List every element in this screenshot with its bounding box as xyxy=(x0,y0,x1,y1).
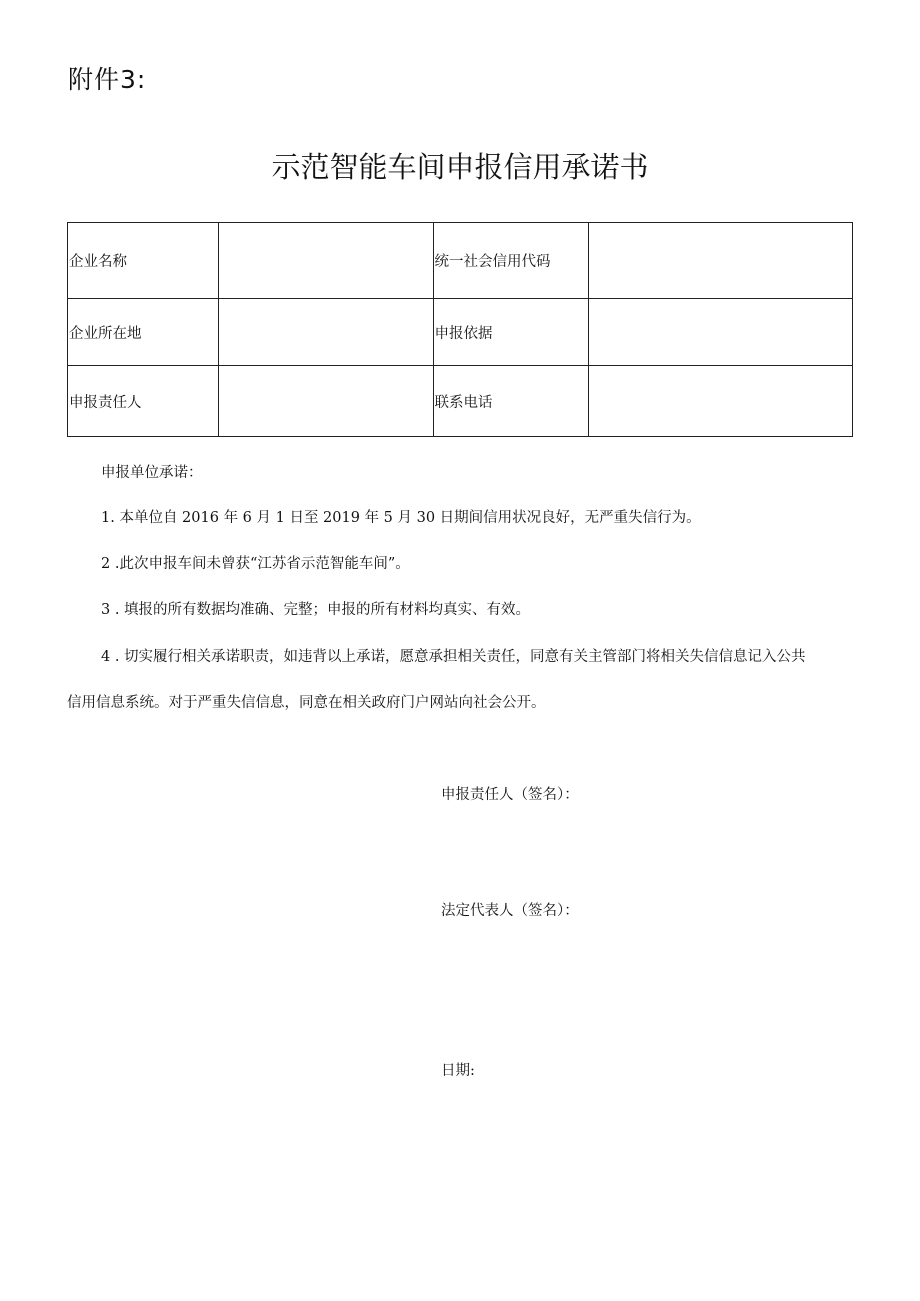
attachment-label: 附件3: xyxy=(68,65,147,94)
label-company-name: 企业名称 xyxy=(68,223,219,299)
label-company-location: 企业所在地 xyxy=(68,299,219,366)
commitment-item-3: 3 . 填报的所有数据均准确、完整；申报的所有材料均真实、有效。 xyxy=(101,602,531,618)
signature-date: 日期: xyxy=(441,1063,475,1079)
commitment-item-4-continued: 信用信息系统。对于严重失信信息，同意在相关政府门户网站向社会公开。 xyxy=(67,695,546,711)
label-contact-phone: 联系电话 xyxy=(433,366,589,437)
commitment-item-1: 1. 本单位自 2016 年 6 月 1 日至 2019 年 5 月 30 日期间信用状况良好，无严重失信行为。 xyxy=(101,510,701,526)
credit-code-field[interactable] xyxy=(589,223,853,299)
label-application-basis: 申报依据 xyxy=(433,299,589,366)
commitment-item-4: 4 . 切实履行相关承诺职责，如违背以上承诺，愿意承担相关责任，同意有关主管部门将相关失信信息记入公共 xyxy=(101,649,806,665)
contact-phone-field[interactable] xyxy=(589,366,853,437)
label-responsible-person: 申报责任人 xyxy=(68,366,219,437)
signature-responsible-person: 申报责任人（签名）： xyxy=(441,787,579,803)
application-basis-field[interactable] xyxy=(589,299,853,366)
table-row xyxy=(68,223,853,299)
table-row xyxy=(68,366,853,437)
commitment-item-2: 2 .此次申报车间未曾获“江苏省示范智能车间”。 xyxy=(101,556,410,572)
responsible-person-field[interactable] xyxy=(218,366,433,437)
signature-legal-representative: 法定代表人（签名）： xyxy=(441,903,579,919)
document-title: 示范智能车间申报信用承诺书 xyxy=(271,150,649,184)
label-credit-code: 统一社会信用代码 xyxy=(433,223,589,299)
company-info-table xyxy=(67,222,853,437)
commitment-intro: 申报单位承诺： xyxy=(101,465,203,481)
table-row xyxy=(68,299,853,366)
company-name-field[interactable] xyxy=(218,223,433,299)
company-location-field[interactable] xyxy=(218,299,433,366)
